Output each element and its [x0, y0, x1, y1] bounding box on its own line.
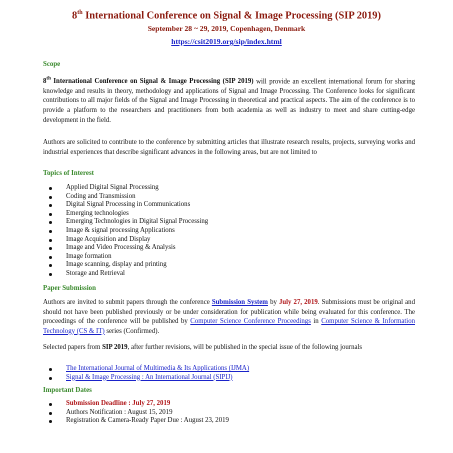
bullet-icon [49, 230, 52, 233]
conference-title: 8th International Conference on Signal & Image Processing (SIP 2019) [72, 10, 381, 22]
solicitation-paragraph: Authors are solicited to contribute to the conference by submitting articles that illustrate research results, projects, surveying works and industrial experiences that describe significant advances in the following areas, but are not limited to [43, 139, 415, 156]
conference-url-link[interactable]: https://csit2019.org/sip/index.html [171, 37, 282, 46]
submission-paragraph: Authors are invited to submit papers through the conference Submission System by July 27, 2019. Submissions must be original and should not have been published previously or be under consideration for publication while being evaluated for this conference. The proceedings of the conference will be published by Computer Science Conference Proceedings in Computer Science & Information Technology (CS & IT) series (Confirmed). [43, 299, 415, 335]
list-item: Applied Digital Signal Processing [43, 184, 208, 193]
list-item: Coding and Transmission [43, 193, 208, 202]
sipij-journal-link[interactable]: Signal & Image Processing : An International Journal (SIPIJ) [66, 373, 233, 381]
list-item: Emerging technologies [43, 210, 208, 219]
list-item: Image formation [43, 253, 208, 262]
ijma-journal-link[interactable]: The International Journal of Multimedia & Its Applications (IJMA) [66, 365, 250, 372]
submission-system-link[interactable]: Submission System [211, 299, 268, 306]
list-item [43, 400, 229, 409]
list-item: Image scanning, display and printing [43, 261, 208, 270]
scope-heading: Scope [43, 61, 61, 68]
bullet-icon [49, 412, 52, 415]
bullet-icon [49, 264, 52, 267]
bullet-icon [49, 247, 52, 250]
bullet-icon [49, 368, 52, 371]
cs-it-series-link[interactable]: Computer Science & Information Technology (CS & IT) [43, 318, 415, 335]
list-item: Image and Video Processing & Analysis [43, 244, 208, 253]
bullet-icon [49, 221, 52, 224]
topics-list [43, 184, 208, 279]
submission-deadline: Submission Deadline : July 27, 2019 [66, 400, 171, 407]
bullet-icon [49, 273, 52, 276]
dates-list [43, 400, 229, 426]
journals-list [43, 365, 249, 382]
submission-date: July 27, 2019 [278, 299, 318, 306]
topics-heading: Topics of Interest [43, 170, 94, 177]
list-item [43, 365, 249, 374]
bullet-icon [49, 239, 52, 242]
list-item: Storage and Retrieval [43, 270, 208, 279]
bullet-icon [49, 204, 52, 207]
bullet-icon [49, 213, 52, 216]
proceedings-link[interactable]: Computer Science Conference Proceedings [190, 318, 311, 326]
list-item: Registration & Camera-Ready Paper Due : August 23, 2019 [43, 417, 229, 426]
journals-paragraph: Selected papers from SIP 2019, after further revisions, will be published in the special issue of the following journals [43, 344, 363, 351]
submission-heading: Paper Submission [43, 285, 96, 292]
bullet-icon [49, 377, 52, 380]
list-item: Image Acquisition and Display [43, 236, 208, 245]
list-item: Authors Notification : August 15, 2019 [43, 409, 229, 418]
bullet-icon [49, 403, 52, 406]
bullet-icon [49, 256, 52, 259]
bullet-icon [49, 187, 52, 190]
scope-paragraph: 8th International Conference on Signal & Image Processing (SIP 2019) will provide an excellent international forum for sharing knowledge and results in theory, methodology and applications of Signal and Image Processing. The Conference looks for significant contributions to all major fields of the Signal and Image Processing in theoretical and practical aspects. The aim of the conference is to provide a platform to the researchers and practitioners from both academia as well as industry to meet and share cutting-edge development in the field. [43, 77, 415, 124]
list-item: Digital Signal Processing in Communications [43, 201, 208, 210]
bullet-icon [49, 420, 52, 423]
list-item [43, 374, 249, 383]
dates-heading: Important Dates [43, 387, 92, 394]
bullet-icon [49, 196, 52, 199]
list-item: Emerging Technologies in Digital Signal Processing [43, 218, 208, 227]
conference-dates: September 28 ~ 29, 2019, Copenhagen, Denmark [147, 24, 306, 33]
list-item: Image & signal processing Applications [43, 227, 208, 236]
